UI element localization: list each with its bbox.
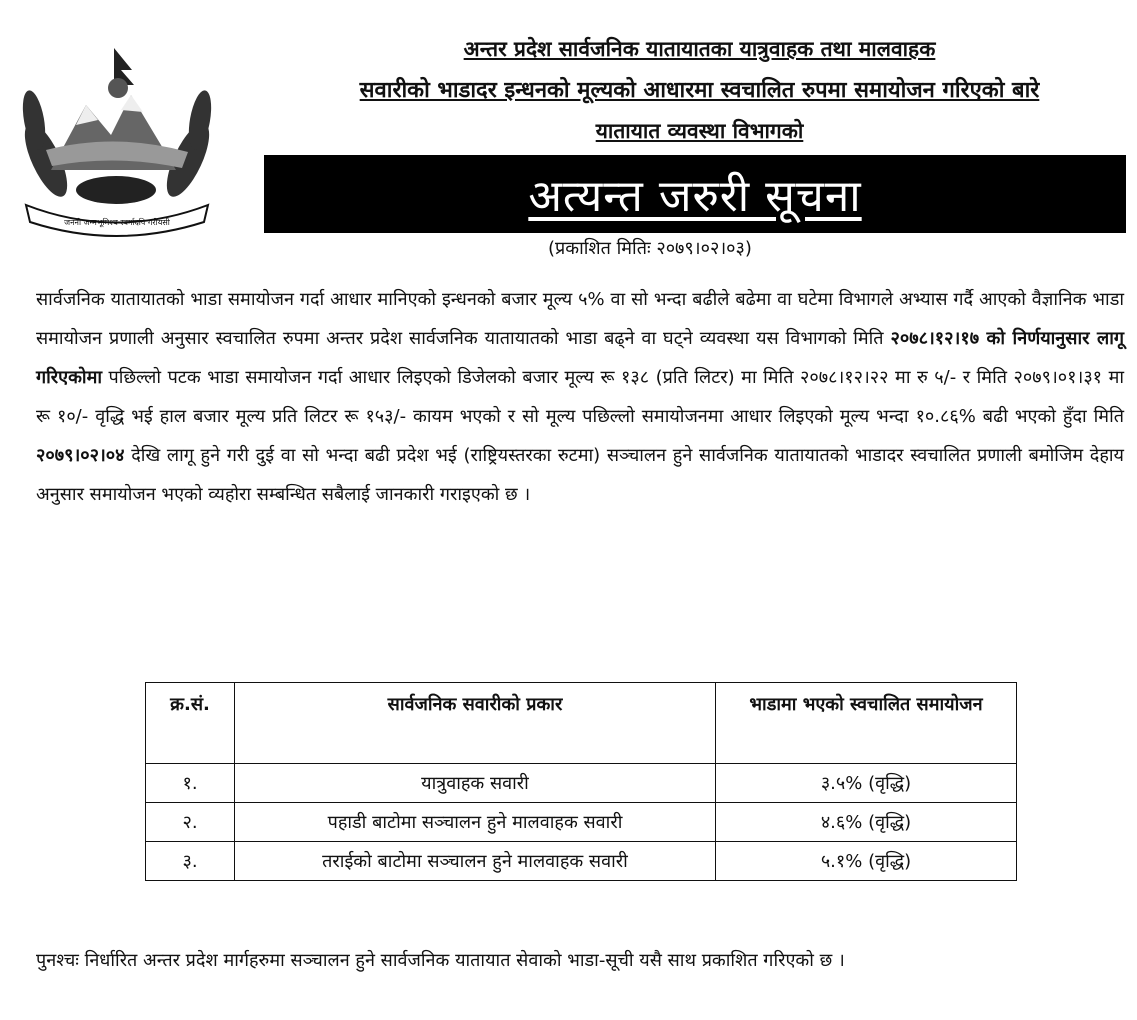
para-text-1: सार्वजनिक यातायातको भाडा समायोजन गर्दा आधार मानिएको इन्धनको बजार मूल्य ५% वा सो भन्दा बढीले बढेमा वा घटेमा विभागले अभ्यास गर्दै आएको वैज्ञानिक भाडा समायोजन प्रणाली अनुसार स्वचालित रुपमा अन्तर प्रदेश सार्वजनिक यातायातको भाडा बढ्ने वा घट्ने व्यवस्था यस विभागको मिति (36, 289, 1124, 349)
row-serial: १. (146, 764, 235, 803)
nepal-government-emblem (6, 40, 228, 240)
header-adjustment: भाडामा भएको स्वचालित समायोजन (716, 683, 1017, 764)
table-row (146, 842, 1017, 881)
row-adjustment: ४.६% (वृद्धि) (716, 803, 1017, 842)
published-date: (प्रकाशित मितिः २०७९।०२।०३) (548, 238, 752, 259)
para-text-3: देखि लागू हुने गरी दुई वा सो भन्दा बढी प्रदेश भई (राष्ट्रियस्तरका रुटमा) सञ्चालन हुने सार्वजनिक यातायातको भाडादर स्वचालित प्रणाली बमोजिम देहाय अनुसार समायोजन भएको व्यहोरा सम्बन्धित सबैलाई जानकारी गराइएको छ । (36, 445, 1124, 505)
para-text-2: पछिल्लो पटक भाडा समायोजन गर्दा आधार लिइएको डिजेलको बजार मूल्य रू १३८ (प्रति लिटर) मा मिति २०७८।१२।२२ मा रु ५/- र मिति २०७९।०१।३१ मा रू १०/- वृद्धि भई हाल बजार मूल्य प्रति लिटर रू १५३/- कायम भएको र सो मूल्य पछिल्लो समायोजनमा आधार लिइएको मूल्य भन्दा १०.८६% बढी भएको हुँदा मिति (36, 367, 1124, 427)
para-effective-date: २०७९।०२।०४ (36, 445, 125, 466)
row-serial: २. (146, 803, 235, 842)
urgent-notice-banner (264, 155, 1126, 233)
row-adjustment: ३.५% (वृद्धि) (716, 764, 1017, 803)
heading-line-1: अन्तर प्रदेश सार्वजनिक यातायातका यात्रुवाहक तथा मालवाहक (463, 37, 936, 61)
row-serial: ३. (146, 842, 235, 881)
heading-line-3: यातायात व्यवस्था विभागको (595, 119, 804, 143)
row-vehicle-type: तराईको बाटोमा सञ्चालन हुने मालवाहक सवारी (235, 842, 716, 881)
header-serial: क्र.सं. (146, 683, 235, 764)
svg-text:जननी जन्मभूमिश्च स्वर्गादपि गर: जननी जन्मभूमिश्च स्वर्गादपि गरीयसी (64, 218, 170, 227)
row-vehicle-type: पहाडी बाटोमा सञ्चालन हुने मालवाहक सवारी (235, 803, 716, 842)
table-row (146, 803, 1017, 842)
notice-paragraph (36, 280, 1124, 514)
para-decision-date: २०७८।१२।१७ को निर्णयानुसार लागू गरिएकोमा (36, 328, 1124, 388)
table-header-row (146, 683, 1017, 764)
header-vehicle-type: सार्वजनिक सवारीको प्रकार (235, 683, 716, 764)
table-row (146, 764, 1017, 803)
postscript-note: पुनश्चः निर्धारित अन्तर प्रदेश मार्गहरुमा सञ्चालन हुने सार्वजनिक यातायात सेवाको भाडा-सूची यसै साथ प्रकाशित गरिएको छ । (36, 950, 845, 971)
heading-line-2: सवारीको भाडादर इन्धनको मूल्यको आधारमा स्वचालित रुपमा समायोजन गरिएको बारे (359, 78, 1040, 103)
fare-adjustment-table (145, 682, 1017, 881)
banner-title: अत्यन्त जरुरी सूचना (528, 171, 862, 222)
row-adjustment: ५.१% (वृद्धि) (716, 842, 1017, 881)
row-vehicle-type: यात्रुवाहक सवारी (235, 764, 716, 803)
